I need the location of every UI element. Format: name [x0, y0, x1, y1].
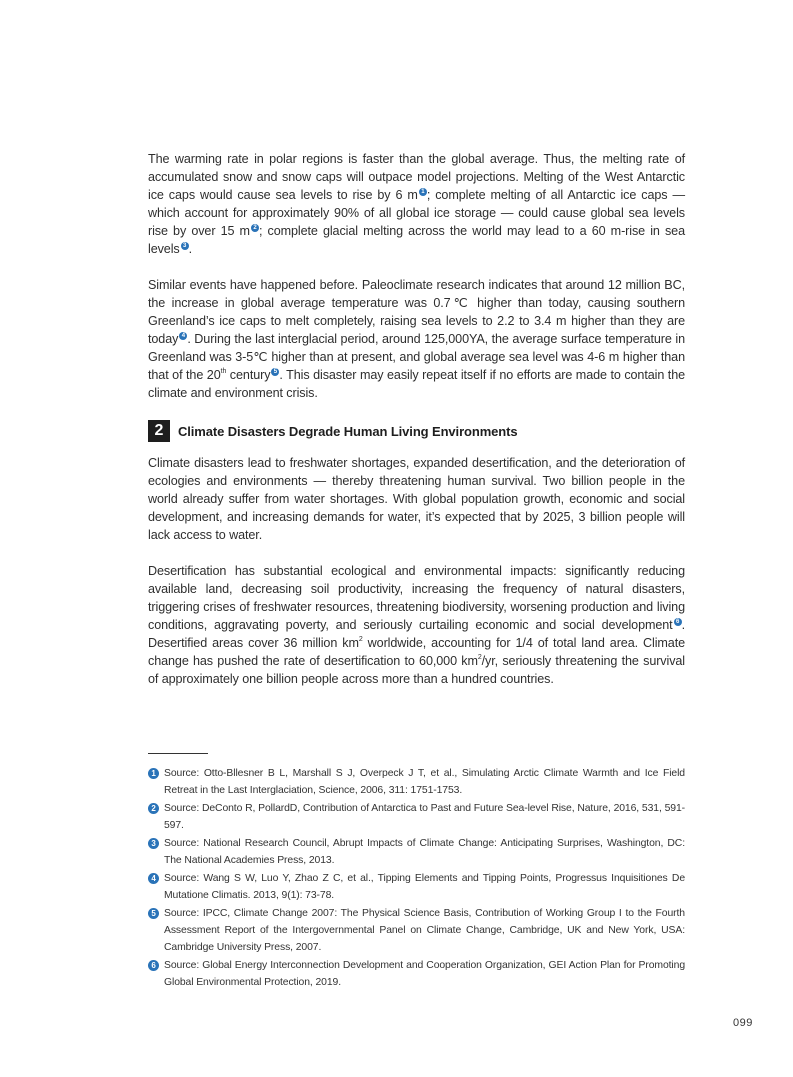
- footnote-ref-4-icon[interactable]: 4: [179, 332, 187, 340]
- footnotes-list: [148, 765, 685, 992]
- footnote-number-6-icon: 6: [148, 960, 159, 971]
- footnote-ref-6-icon[interactable]: 6: [674, 618, 682, 626]
- paragraph-freshwater: Climate disasters lead to freshwater shortages, expanded desertification, and the deterioration of ecologies and environments — thereby threatening human survival. Two billion people in the world already suffer from water shortages. With global population growth, economic and social development, and increasing demands for water, it’s expected that by 2025, 3 billion people will lack access to water.: [148, 456, 685, 542]
- section-title: Climate Disasters Degrade Human Living Environments: [178, 423, 518, 439]
- footnote-item: [148, 800, 685, 834]
- superscript-2: 2: [477, 654, 482, 661]
- superscript-2: 2: [358, 636, 363, 643]
- section-number-badge: 2: [148, 420, 170, 442]
- footnote-text: Source: Otto-Bllesner B L, Marshall S J, Overpeck J T, et al., Simulating Arctic Climate Warmth and Ice Field Retreat in the Last Interglaciation, Science, 2006, 311: 1751-1753.: [164, 768, 685, 797]
- footnote-ref-2-icon[interactable]: 2: [251, 224, 259, 232]
- footnote-item: [148, 765, 685, 799]
- footnote-ref-1-icon[interactable]: 1: [419, 188, 427, 196]
- footnote-divider: [148, 753, 208, 754]
- paragraph-paleoclimate: Similar events have happened before. Paleoclimate research indicates that around 12 million BC, the increase in global average temperature was 0.7℃ higher than today, causing southern Greenland’s ice caps to melt completely, raising sea levels to 2.2 to 3.4 m higher than they are today 4 . During the last interglacial period, around 125,000YA, the average surface temperature in Greenland was 3-5℃ higher than at present, and global average sea level was 4-6 m higher than that of the 20th century 5 . This disaster may easily repeat itself if no efforts are made to contain the climate and environment crisis.: [148, 278, 686, 400]
- footnote-text: Source: Global Energy Interconnection Development and Cooperation Organization, GEI Action Plan for Promoting Global Environmental Protection, 2019.: [164, 959, 685, 988]
- footnote-number-4-icon: 4: [148, 873, 159, 884]
- footnote-ref-5-icon[interactable]: 5: [271, 368, 279, 376]
- superscript-th: th: [220, 368, 227, 375]
- footnote-ref-3-icon[interactable]: 3: [181, 242, 189, 250]
- footnote-item: [148, 905, 685, 957]
- paragraph-polar-warming: The warming rate in polar regions is faster than the global average. Thus, the melting rate of accumulated snow and snow caps will outpace model projections. Melting of the West Antarctic ice caps would cause sea levels to rise by 6 m 1 ; complete melting of all Antarctic ice caps — which account for approximately 90% of all global ice storage — could cause global sea levels rise by over 15 m 2 ; complete glacial melting across the world may lead to a 60 m-rise in sea levels 3 .: [148, 152, 685, 256]
- footnote-text: Source: Wang S W, Luo Y, Zhao Z C, et al., Tipping Elements and Tipping Points, Progressus Inquisitiones De Mutatione Climatis. 2013, 9(1): 73-78.: [164, 872, 685, 901]
- footnote-number-2-icon: 2: [148, 803, 159, 814]
- footnote-text: Source: DeConto R, PollardD, Contribution of Antarctica to Past and Future Sea-level Rise, Nature, 2016, 531, 591-597.: [164, 802, 685, 832]
- section-heading: [148, 420, 685, 442]
- footnote-text: Source: IPCC, Climate Change 2007: The Physical Science Basis, Contribution of Working Group I to the Fourth Assessment Report of the Intergovernmental Panel on Climate Change, Cambridge, UK and New York, USA: Cambridge University Press, 2007.: [164, 907, 685, 954]
- footnote-number-3-icon: 3: [148, 838, 159, 849]
- footnote-item: [148, 835, 685, 869]
- footnote-item: [148, 870, 685, 904]
- footnote-item: [148, 957, 685, 991]
- main-content: [148, 150, 685, 706]
- page-number: 099: [733, 1017, 753, 1029]
- footnote-number-1-icon: 1: [148, 768, 159, 779]
- paragraph-desertification: Desertification has substantial ecological and environmental impacts: significantly reducing available land, decreasing soil productivity, increasing the frequency of natural disasters, triggering crises of freshwater resources, threatening biodiversity, worsening production and living conditions, aggravating poverty, and seriously curtailing economic and social development 6 . Desertified areas cover 36 million $km^2$ worldwide, accounting for 1/4 of total land area. Climate change has pushed the rate of desertification to 60,000 $km^2/yr$, seriously threatening the survival of approximately one billion people across more than a hundred countries.: [148, 564, 686, 686]
- footnote-text: Source: National Research Council, Abrupt Impacts of Climate Change: Anticipating Surprises, Washington, DC: The National Academies Press, 2013.: [164, 837, 685, 867]
- footnote-number-5-icon: 5: [148, 908, 159, 919]
